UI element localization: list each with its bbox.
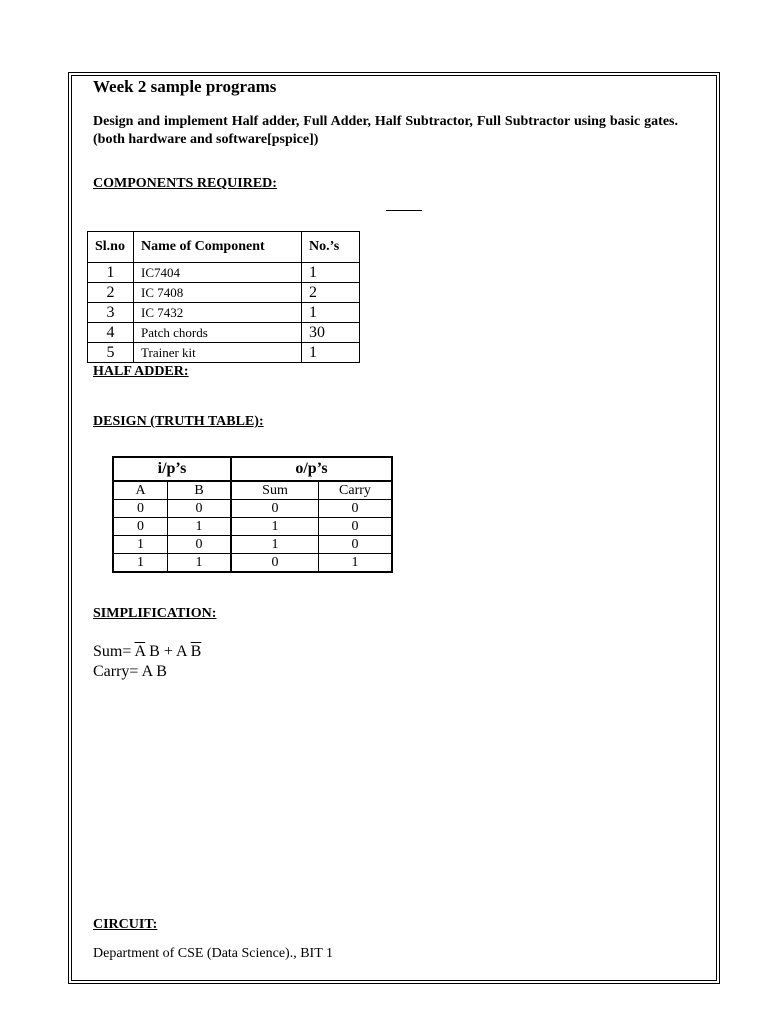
cell-carry: 1	[319, 554, 393, 573]
cell-slno: 3	[88, 303, 134, 323]
cell-carry: 0	[319, 536, 393, 554]
page-title: Week 2 sample programs	[93, 77, 277, 96]
column-header: A	[113, 481, 168, 500]
b-bar-term: $\overline{B}$	[190, 643, 202, 660]
truth-table-header-row	[113, 481, 392, 500]
table-row	[88, 343, 360, 363]
column-header: Sum	[231, 481, 319, 500]
cell-count: 1	[302, 303, 360, 323]
cell-component: IC 7408	[134, 283, 302, 303]
table-row	[88, 263, 360, 283]
cell-slno: 4	[88, 323, 134, 343]
simplification-heading: SIMPLIFICATION:	[93, 606, 217, 621]
cell-a: 1	[113, 536, 168, 554]
components-table	[87, 231, 360, 363]
cell-carry: 0	[319, 500, 393, 518]
inputs-group-header: i/p’s	[113, 457, 231, 481]
carry-formula: Carry= A B	[93, 663, 167, 680]
cell-count: 1	[302, 343, 360, 363]
cell-sum: 0	[231, 554, 319, 573]
column-header: Carry	[319, 481, 393, 500]
cell-component: IC 7432	[134, 303, 302, 323]
sum-formula	[93, 643, 201, 661]
half-adder-heading: HALF ADDER:	[93, 364, 189, 379]
cell-carry: 0	[319, 518, 393, 536]
page-footer: Department of CSE (Data Science)., BIT 1	[93, 946, 334, 961]
cell-a: 0	[113, 500, 168, 518]
cell-sum: 1	[231, 518, 319, 536]
table-row	[113, 518, 392, 536]
table-row	[88, 323, 360, 343]
design-heading: DESIGN (TRUTH TABLE):	[93, 414, 264, 429]
table-row	[113, 536, 392, 554]
cell-a: 0	[113, 518, 168, 536]
cell-b: 1	[168, 518, 232, 536]
cell-count: 2	[302, 283, 360, 303]
components-heading: COMPONENTS REQUIRED:	[93, 176, 277, 191]
cell-b: 0	[168, 536, 232, 554]
cell-slno: 2	[88, 283, 134, 303]
cell-sum: 1	[231, 536, 319, 554]
table-row	[88, 303, 360, 323]
cell-b: 0	[168, 500, 232, 518]
truth-table-group-row	[113, 457, 392, 481]
column-header: Name of Component	[134, 232, 302, 263]
table-row	[113, 500, 392, 518]
cell-slno: 5	[88, 343, 134, 363]
cell-component: Trainer kit	[134, 343, 302, 363]
cell-slno: 1	[88, 263, 134, 283]
cell-sum: 0	[231, 500, 319, 518]
cell-count: 1	[302, 263, 360, 283]
table-row	[113, 554, 392, 573]
circuit-heading: CIRCUIT:	[93, 917, 158, 932]
truth-table	[112, 456, 393, 573]
cell-b: 1	[168, 554, 232, 573]
experiment-description: Design and implement Half adder, Full Adder, Half Subtractor, Full Subtractor using basic gates.(both hardware and software[pspice])	[93, 114, 678, 147]
table-row	[88, 283, 360, 303]
table-header-row	[88, 232, 360, 263]
sum-prefix: Sum=	[93, 643, 135, 660]
outputs-group-header: o/p’s	[231, 457, 392, 481]
a-bar-term: $\overline{A}$	[134, 643, 146, 660]
cell-count: 30	[302, 323, 360, 343]
cell-component: IC7404	[134, 263, 302, 283]
cell-component: Patch chords	[134, 323, 302, 343]
column-header: Sl.no	[88, 232, 134, 263]
column-header: B	[168, 481, 232, 500]
separator-line	[386, 210, 422, 211]
cell-a: 1	[113, 554, 168, 573]
sum-middle-term: B + A	[145, 643, 191, 660]
column-header: No.’s	[302, 232, 360, 263]
